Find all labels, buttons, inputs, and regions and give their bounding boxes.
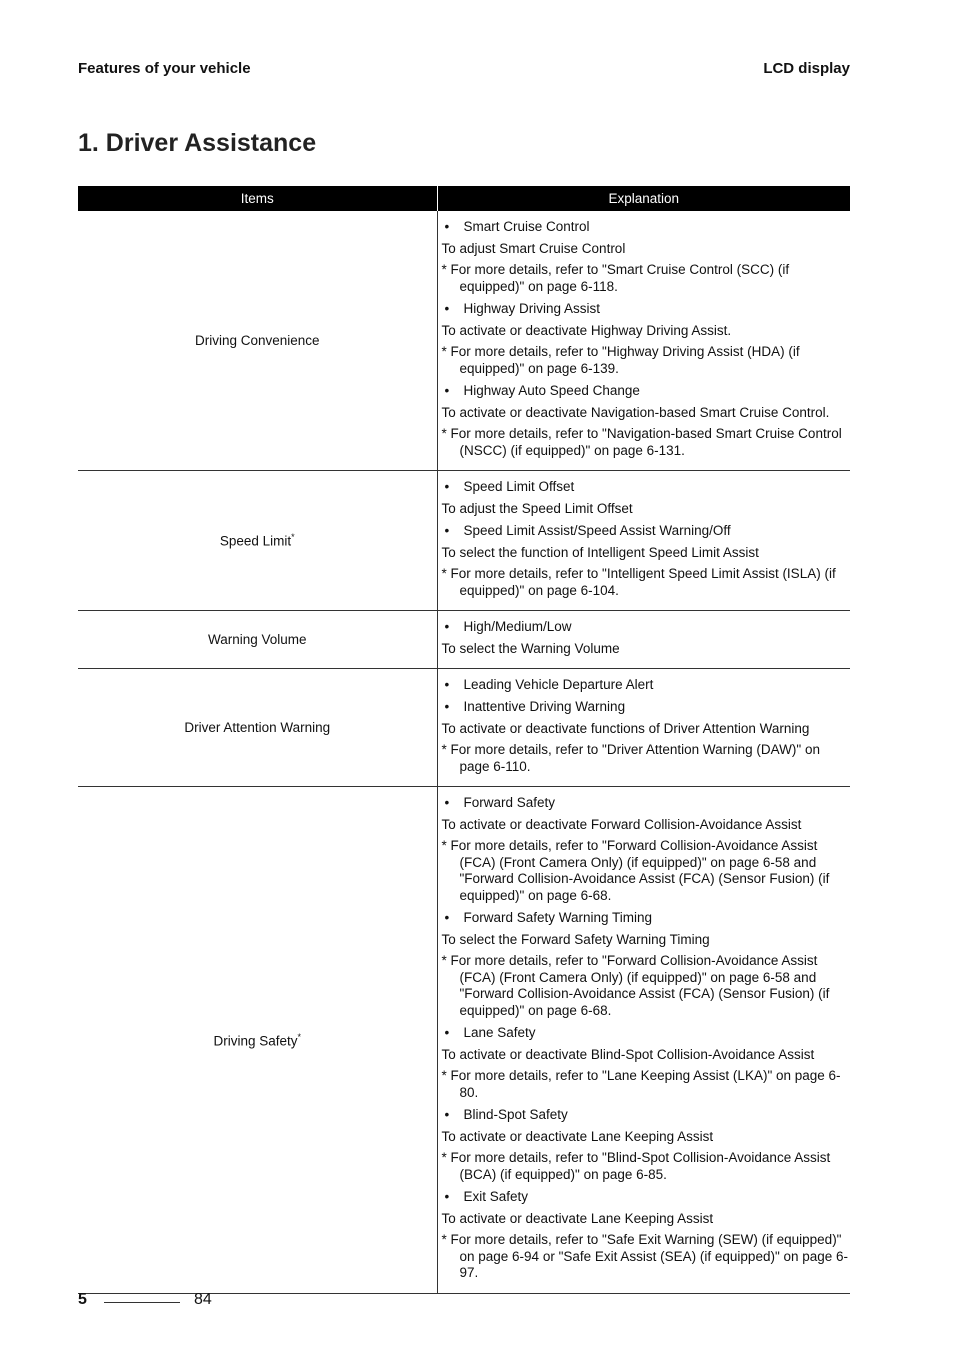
feature-description: To activate or deactivate functions of Driver Attention Warning	[441, 721, 810, 736]
table-body	[78, 211, 850, 1293]
reference-note: * For more details, refer to "Blind-Spot Collision-Avoidance Assist (BCA) (if equipped)" on page 6-85.	[441, 1150, 831, 1182]
feature-name: Speed Limit Assist/Speed Assist Warning/Off	[463, 523, 731, 538]
feature-name: Blind-Spot Safety	[463, 1107, 568, 1122]
table-row	[78, 211, 850, 471]
item-label: Speed Limit	[219, 533, 292, 549]
bullet-icon: •	[444, 523, 450, 538]
item-label: Driver Attention Warning	[184, 720, 331, 735]
feature-bullet	[442, 618, 851, 635]
bullet-icon: •	[444, 677, 450, 692]
feature-bullet	[442, 1024, 851, 1041]
column-header-explanation: Explanation	[437, 186, 850, 211]
feature-bullet	[442, 676, 851, 693]
bullet-icon: •	[444, 301, 450, 316]
footer-divider	[104, 1302, 180, 1303]
feature-name: Highway Auto Speed Change	[463, 383, 640, 398]
item-label: Warning Volume	[207, 632, 307, 647]
item-label: Driving Convenience	[194, 333, 320, 348]
feature-name: Exit Safety	[463, 1189, 529, 1204]
item-cell	[78, 669, 437, 787]
reference-note: * For more details, refer to "Smart Cruise Control (SCC) (if equipped)" on page 6-118.	[441, 262, 790, 294]
feature-description: To activate or deactivate Highway Driving Assist.	[441, 323, 732, 338]
bullet-icon: •	[444, 619, 450, 634]
reference-note: * For more details, refer to "Lane Keeping Assist (LKA)" on page 6-80.	[441, 1068, 841, 1100]
feature-bullet	[442, 478, 851, 495]
feature-description: To adjust Smart Cruise Control	[441, 241, 626, 256]
bullet-icon: •	[444, 1107, 450, 1122]
bullet-icon: •	[444, 795, 450, 810]
bullet-icon: •	[444, 383, 450, 398]
bullet-icon: •	[444, 910, 450, 925]
feature-name: High/Medium/Low	[463, 619, 572, 634]
feature-description: To activate or deactivate Lane Keeping Assist	[441, 1211, 714, 1226]
feature-name: Forward Safety Warning Timing	[463, 910, 653, 925]
table-row	[78, 471, 850, 611]
feature-bullet	[442, 382, 851, 399]
item-cell	[78, 611, 437, 669]
feature-description: To adjust the Speed Limit Offset	[441, 501, 633, 516]
page-title: 1. Driver Assistance	[78, 129, 317, 157]
feature-description: To select the function of Intelligent Speed Limit Assist	[441, 545, 759, 560]
item-cell	[78, 471, 437, 611]
bullet-icon: •	[444, 699, 450, 714]
feature-bullet	[442, 794, 851, 811]
table-row	[78, 787, 850, 1294]
feature-name: Leading Vehicle Departure Alert	[463, 677, 654, 692]
feature-bullet	[442, 1188, 851, 1205]
feature-bullet	[442, 522, 851, 539]
item-footnote-marker: *	[297, 1031, 302, 1042]
item-footnote-marker: *	[291, 532, 295, 543]
table-row	[78, 669, 850, 787]
explanation-cell	[437, 669, 850, 787]
feature-name: Forward Safety	[463, 795, 556, 810]
feature-name: Smart Cruise Control	[463, 219, 590, 234]
item-cell	[78, 787, 437, 1294]
feature-name: Highway Driving Assist	[463, 301, 601, 316]
feature-name: Inattentive Driving Warning	[463, 699, 626, 714]
feature-bullet	[442, 300, 851, 317]
bullet-icon: •	[444, 1025, 450, 1040]
feature-description: To select the Warning Volume	[441, 641, 620, 656]
explanation-cell	[437, 211, 850, 471]
table-row	[78, 611, 850, 669]
feature-bullet	[442, 218, 851, 235]
page-number: 84	[194, 1291, 212, 1308]
feature-description: To activate or deactivate Lane Keeping Assist	[441, 1129, 714, 1144]
feature-bullet	[442, 1106, 851, 1123]
bullet-icon: •	[444, 1189, 450, 1204]
feature-description: To select the Forward Safety Warning Timing	[441, 932, 710, 947]
reference-note: * For more details, refer to "Highway Driving Assist (HDA) (if equipped)" on page 6-139.	[441, 344, 800, 376]
feature-description: To activate or deactivate Blind-Spot Collision-Avoidance Assist	[441, 1047, 815, 1062]
feature-description: To activate or deactivate Navigation-based Smart Cruise Control.	[441, 405, 830, 420]
table-header-row	[78, 186, 850, 211]
feature-bullet	[442, 909, 851, 926]
feature-name: Speed Limit Offset	[463, 479, 575, 494]
feature-bullet	[442, 698, 851, 715]
reference-note: * For more details, refer to "Driver Attention Warning (DAW)" on page 6-110.	[441, 742, 820, 774]
item-label: Driving Safety	[213, 1033, 298, 1048]
feature-name: Lane Safety	[463, 1025, 536, 1040]
explanation-cell	[437, 787, 850, 1294]
explanation-cell	[437, 611, 850, 669]
item-cell	[78, 211, 437, 471]
running-header-topic: LCD display	[763, 60, 850, 77]
bullet-icon: •	[444, 479, 450, 494]
column-header-items: Items	[78, 186, 437, 211]
chapter-number: 5	[78, 1291, 87, 1308]
reference-note: * For more details, refer to "Navigation-based Smart Cruise Control (NSCC) (if equipped)" on page 6-131.	[441, 426, 842, 458]
reference-note: * For more details, refer to "Safe Exit Warning (SEW) (if equipped)" on page 6-94 or "Safe Exit Assist (SEA) (if equipped)" on page 6-97.	[441, 1232, 849, 1280]
driver-assistance-table	[78, 186, 850, 1294]
reference-note: * For more details, refer to "Intelligent Speed Limit Assist (ISLA) (if equipped)" on page 6-104.	[441, 566, 836, 598]
reference-note: * For more details, refer to "Forward Collision-Avoidance Assist (FCA) (Front Camera Only) (if equipped)" on page 6-58 and "Forward Collision-Avoidance Assist (FCA) (Sensor Fusion) (if equipped)" on page 6-68.	[441, 953, 830, 1018]
explanation-cell	[437, 471, 850, 611]
feature-description: To activate or deactivate Forward Collision-Avoidance Assist	[441, 817, 802, 832]
running-header-section: Features of your vehicle	[78, 60, 251, 77]
bullet-icon: •	[444, 219, 450, 234]
reference-note: * For more details, refer to "Forward Collision-Avoidance Assist (FCA) (Front Camera Only) (if equipped)" on page 6-58 and "Forward Collision-Avoidance Assist (FCA) (Sensor Fusion) (if equipped)" on page 6-68.	[441, 838, 830, 903]
